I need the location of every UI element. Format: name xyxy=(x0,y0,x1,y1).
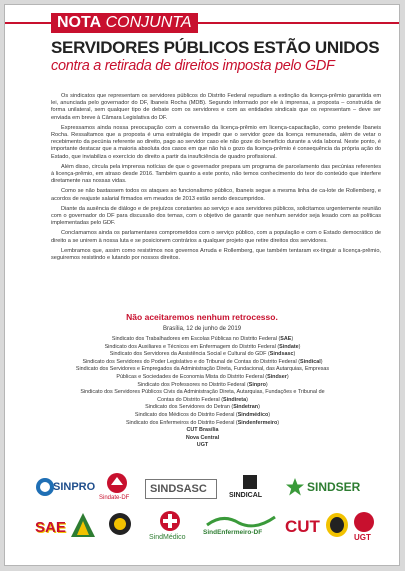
ugt-emblem-icon xyxy=(353,511,375,533)
sindireta-logo xyxy=(69,511,97,541)
sindenfermeiro-logo xyxy=(203,513,279,543)
signatory-line xyxy=(75,344,330,352)
signatory-line xyxy=(75,336,330,344)
sindmedico-logo-text: SindMédico xyxy=(149,534,186,541)
cut-logo xyxy=(285,517,325,541)
signatory-tail: ) xyxy=(320,358,323,365)
signatory-name: Sindicato dos Trabalhadores em Escolas Públicas no Distrito Federal ( xyxy=(111,336,281,342)
sindenfermeiro-logo-text: SindEnfermeiro-DF xyxy=(203,529,263,536)
signatory-line xyxy=(75,389,330,404)
paragraph: Diante da ausência de diálogo e de prejuízos constantes ao serviço e aos servidores públicos, solicitamos urgentemente reunião com o governador do DF para discussão dos temas, com o objetivo de garantir que nenhum servidor seja lesado com as políticas implementadas pelo GDF. xyxy=(51,205,381,227)
signatory-line xyxy=(75,427,330,435)
sindical-logo xyxy=(225,473,275,503)
signatory-tail: ) xyxy=(298,343,301,350)
signatory-abbreviation: Sindireta xyxy=(223,396,247,403)
signatory-abbreviation: Sindsasc xyxy=(269,351,294,358)
sindate-logo xyxy=(97,471,137,505)
signatory-abbreviation: Sindser xyxy=(267,373,287,380)
sindser-logo xyxy=(285,477,375,499)
paragraph: Conclamamos ainda os parlamentares comprometidos com o serviço público, com a população e com o Estado democrático de direito a se unirem à nossa luta e se posicionem contrários a qualquer projeto que retire direitos dos servidores. xyxy=(51,230,381,244)
header-banner xyxy=(5,13,399,33)
signatory-line xyxy=(75,382,330,390)
signatory-name: Sindicato dos Médicos do Distrito Federal ( xyxy=(134,411,238,418)
signatory-tail: ) xyxy=(291,336,294,342)
signatory-line xyxy=(75,351,330,359)
sae-logo-text: SAE xyxy=(35,519,66,536)
signatory-tail: ) xyxy=(268,411,271,418)
nota-conjunta-label xyxy=(51,13,198,33)
sindmedico-logo xyxy=(145,509,195,547)
sindsasc-logo-text: SINDSASC xyxy=(150,483,207,495)
signatory-name: Sindicato dos Servidores do Poder Legislativo e do Tribunal de Contas do Distrito Federal ( xyxy=(82,358,301,365)
signatory-line xyxy=(75,435,330,443)
sindenfermeiro-emblem-icon xyxy=(203,513,279,529)
sae-logo xyxy=(35,517,65,539)
sindate-emblem-icon xyxy=(97,471,137,495)
signatory-name: Sindicato dos Professores no Distrito Federal ( xyxy=(137,381,249,388)
slogan: Não aceitaremos nenhum retrocesso. xyxy=(126,312,278,322)
sindate-logo-text: Sindate-DF xyxy=(99,495,130,501)
sindetran-logo xyxy=(107,511,133,545)
sindical-logo-text: SINDICAL xyxy=(229,492,263,499)
signatory-line xyxy=(75,366,330,381)
signatories-list xyxy=(75,336,330,450)
label-bold-word: NOTA xyxy=(57,14,102,31)
sindical-emblem-icon xyxy=(225,473,275,493)
signatory-tail: ) xyxy=(277,419,280,426)
signatory-tail: ) xyxy=(286,373,289,380)
sindireta-emblem-icon xyxy=(69,511,97,541)
signatory-abbreviation: Sindenfermeiro xyxy=(237,419,278,426)
sindser-logo-text: SINDSER xyxy=(307,480,361,494)
signatory-name: Sindicato dos Servidores do Detran ( xyxy=(145,404,234,411)
signatory-abbreviation: Sinpro xyxy=(248,381,266,388)
signatory-tail: ) xyxy=(293,351,296,358)
ugt-logo xyxy=(353,511,375,545)
signatory-line xyxy=(75,412,330,420)
paragraph: Expressamos ainda nossa preocupação com a conversão da licença-prêmio em licença-capacitação, como pretende Ibaneis Rocha. Ressaltamos que a proposta é uma estratégia de impedir que o servidor goze da licença remunerada, além de vetar o recebimento da pecúnia referente ao direito, pago ao servidor caso ele não goze do benefício durante a vida laboral. Neste ponto, é importante destacar que a maioria absoluta dos casos em que não há o gozo da licença-prêmio é consequência da própria ação do Estado, que inviabiliza o exercício do direito a partir da insuficiência de quadro profissional. xyxy=(51,124,381,160)
signatory-line xyxy=(75,420,330,428)
subheadline: contra a retirada de direitos imposta pelo GDF xyxy=(51,58,335,74)
signatory-abbreviation: UGT xyxy=(196,442,209,449)
signatory-abbreviation: CUT Brasília xyxy=(186,427,219,434)
logos-row-top xyxy=(35,471,375,505)
sindetran-emblem-icon xyxy=(107,511,133,537)
paragraph: Como se não bastassem todos os ataques ao funcionalismo público, Ibaneis segue a mesma linha de ca-lote de Rollemberg, e acordos de reajuste salarial firmados em meados de 2013 estão sendo descumpridos. xyxy=(51,188,381,202)
signatory-name: Sindicato dos Enfermeiros do Distrito Federal ( xyxy=(125,419,238,426)
signatory-line xyxy=(75,404,330,412)
signatory-tail: ) xyxy=(258,404,260,411)
signatory-abbreviation: Sindical xyxy=(300,358,321,365)
signatory-abbreviation: Sindate xyxy=(279,343,299,350)
sindsasc-logo xyxy=(145,479,217,499)
signatory-line xyxy=(75,359,330,367)
signatory-abbreviation: Nova Central xyxy=(185,434,220,441)
signatory-name: Sindicato dos Servidores Públicos Civis da Administração Direta, Autarquias, Fundações e Tribunal de Contas do Distrito Federal ( xyxy=(80,389,325,403)
signatory-abbreviation: Sindmédico xyxy=(237,411,269,418)
ugt-logo-text: UGT xyxy=(354,533,371,542)
signatory-name: Sindicato dos Servidores e Empregados da Administração Direta, Fundacional, das Autarquias, Empresas Públicas e Sociedades de Economia Mista do Distrito Federal ( xyxy=(75,366,330,380)
signatory-name: Sindicato dos Servidores da Assistência Social e Cultural do GDF ( xyxy=(109,351,270,358)
cut-logo-text: CUT xyxy=(285,517,320,536)
body-text xyxy=(51,93,381,265)
nova-central-logo xyxy=(325,511,349,543)
sinpro-logo-text: SINPRO xyxy=(53,481,96,493)
signatory-abbreviation: Sindetran xyxy=(233,404,259,411)
signatory-abbreviation: SAE xyxy=(280,336,292,342)
nova-central-emblem-icon xyxy=(325,511,349,543)
signatory-tail: ) xyxy=(265,381,268,388)
paragraph: Os sindicatos que representam os servidores públicos do Distrito Federal repudiam a extinção da licença-prêmio garantida em lei, anunciada pelo governador do DF, Ibaneis Rocha (MDB). Segundo informado por ele à imprensa, a proposta – construída de forma unilateral, sem qualquer tipo de debate com os servidores e com as entidades sindicais que os representam – deve ser enviada em breve à Câmara Legislativa do DF. xyxy=(51,93,381,121)
sinpro-logo xyxy=(35,471,96,505)
sindser-star-icon xyxy=(285,477,305,497)
logos-row-bottom xyxy=(35,509,375,549)
headline: SERVIDORES PÚBLICOS ESTÃO UNIDOS xyxy=(51,38,380,57)
paragraph: Lembramos que, assim como resistimos nos governos Arruda e Rollemberg, que também tentaram ex-tinguir a licença-prêmio, seguiremos resistindo e lutando por nossos direitos. xyxy=(51,247,381,262)
paragraph: Além disso, circula pela imprensa notícias de que o governador prepara um programa de parcelamento das pecúnias referentes à licença-prêmio, em atraso desde 2016. Também quanto a este ponto, não temos conhecimento do teor do conteúdo que interfere diretamente nas nossas vidas. xyxy=(51,163,381,185)
signatory-tail: ) xyxy=(246,396,248,403)
label-light-word: CONJUNTA xyxy=(105,14,192,31)
signatory-line xyxy=(75,442,330,450)
signatory-name: Sindicato dos Auxiliares e Técnicos em Enfermagem do Distrito Federal ( xyxy=(104,343,280,350)
place-date: Brasília, 12 de junho de 2019 xyxy=(162,326,242,332)
sindmedico-emblem-icon xyxy=(145,509,195,533)
document-page xyxy=(4,4,400,566)
